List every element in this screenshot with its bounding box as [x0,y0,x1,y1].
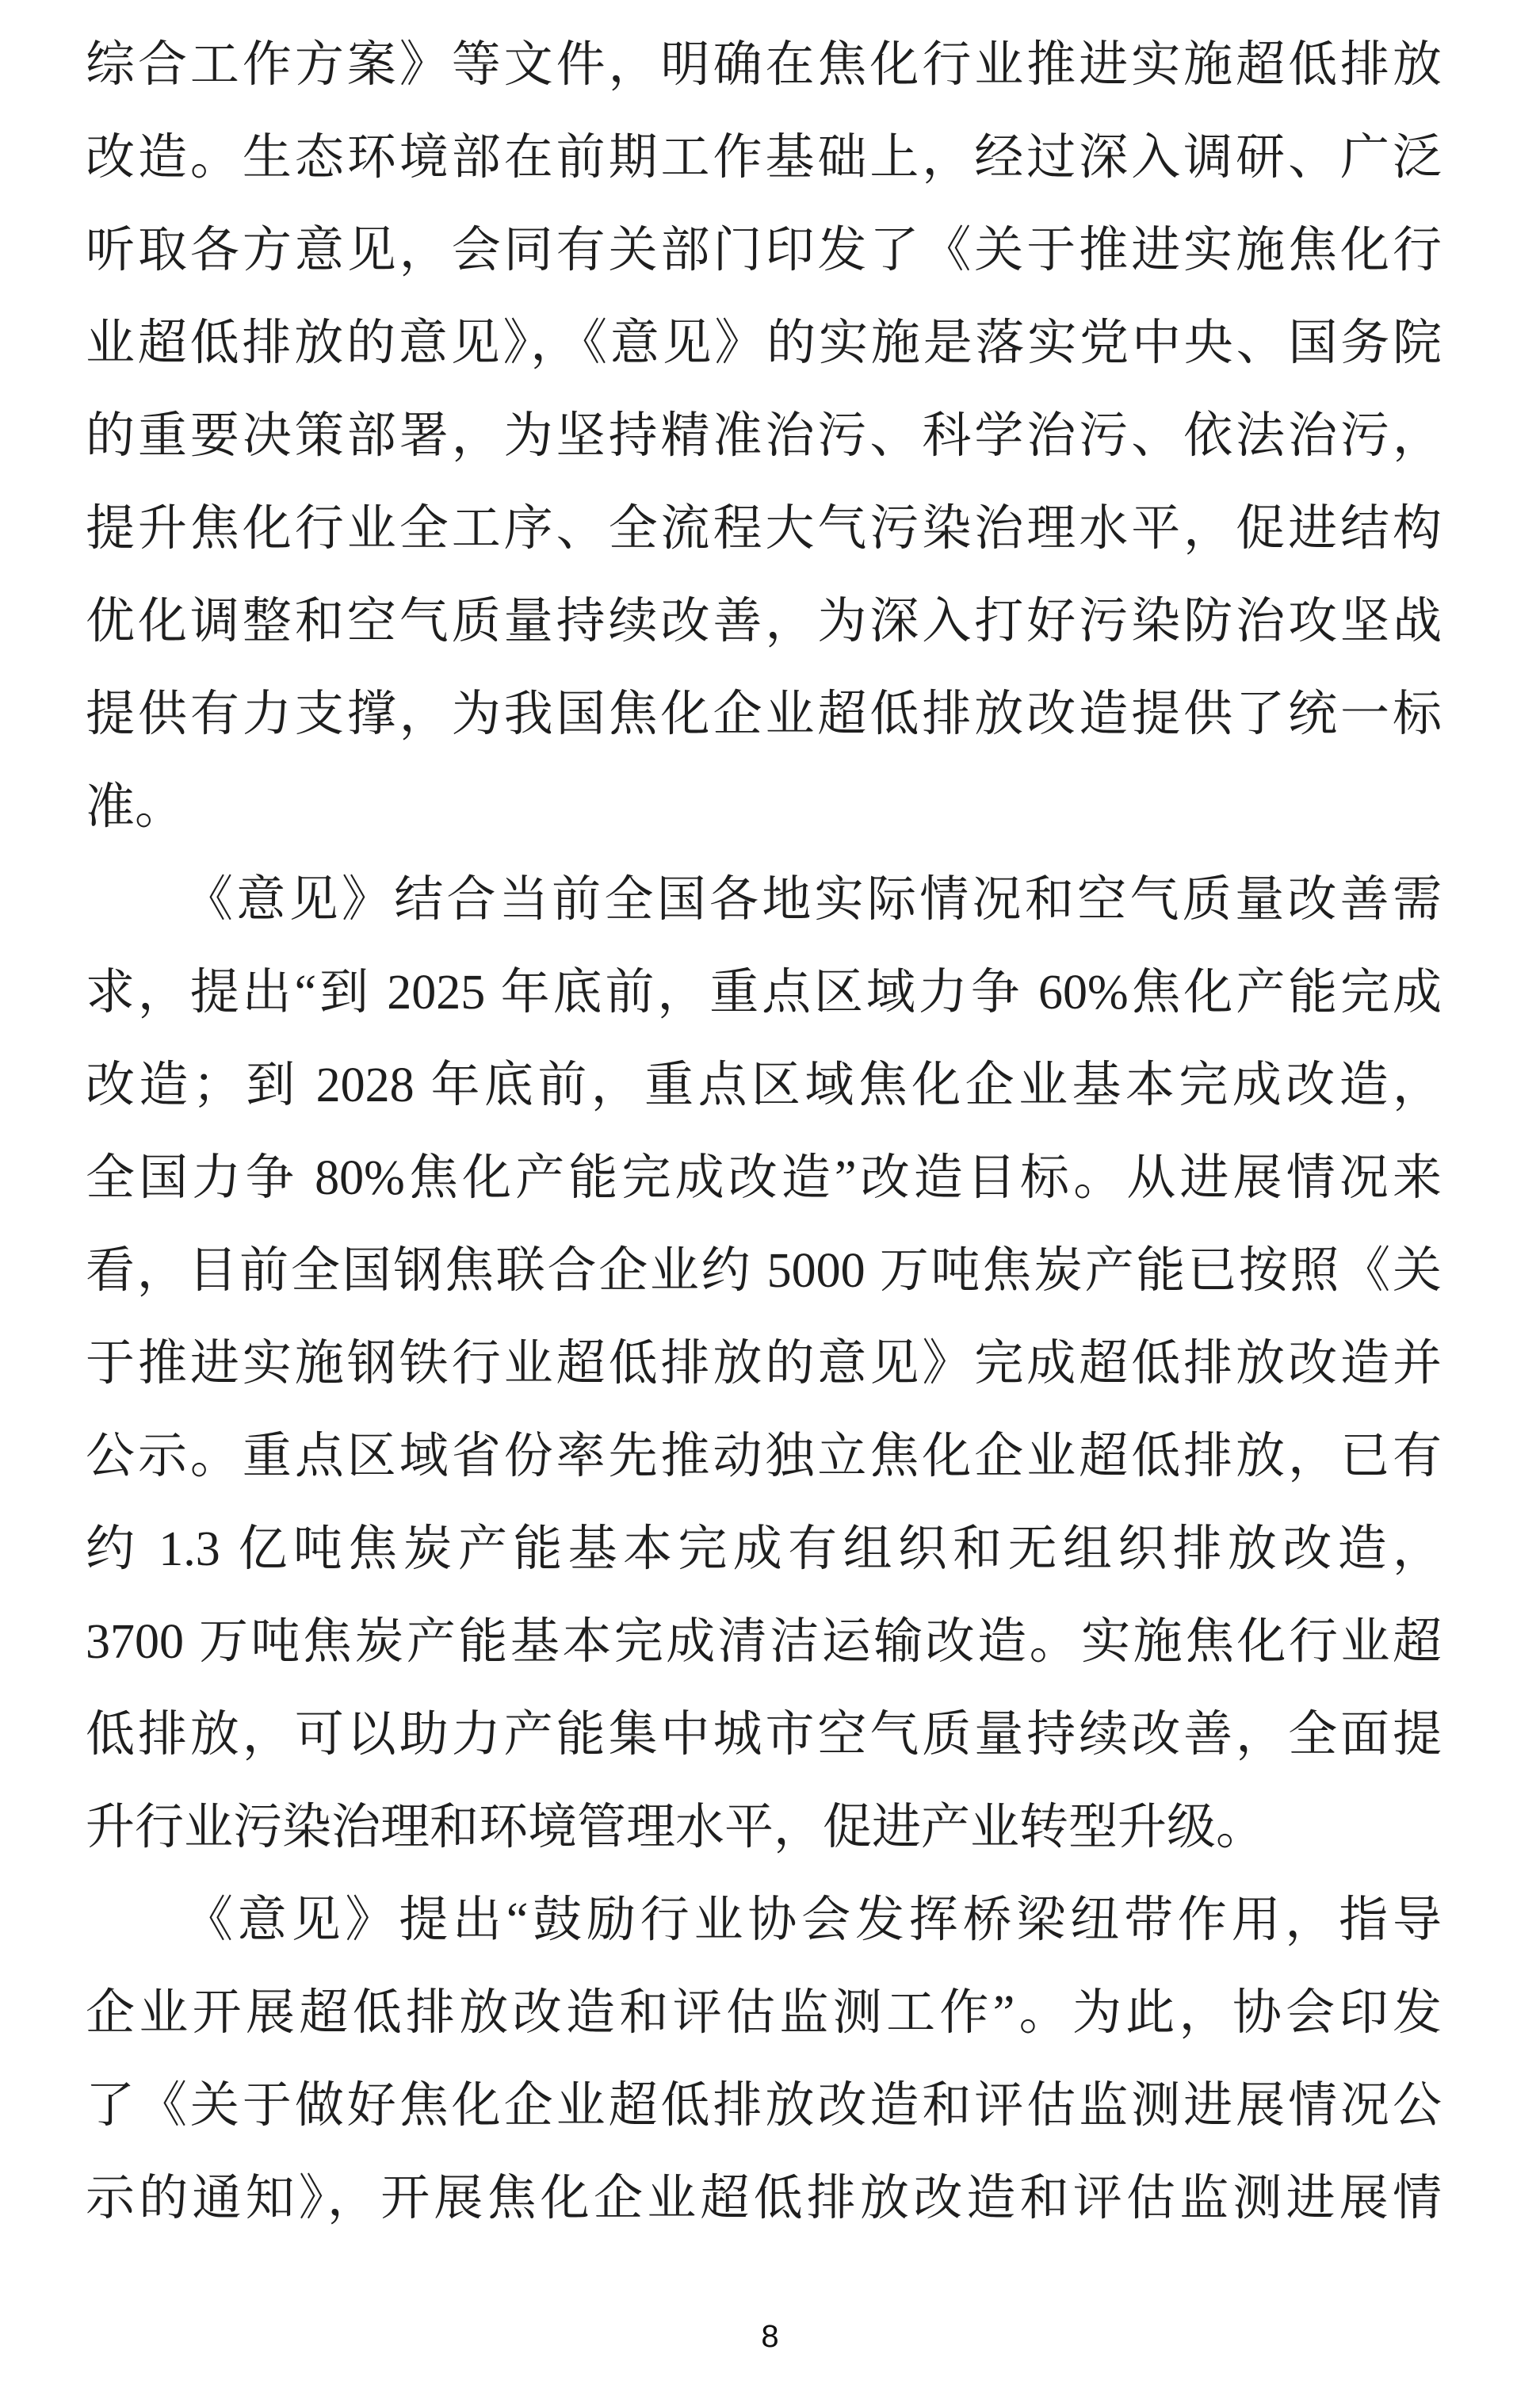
text-line: 提升焦化行业全工序、全流程大气污染治理水平，促进结构 [86,502,1442,556]
text-line: 准。 [86,780,185,834]
text-line: 公示。重点区域省份率先推动独立焦化企业超低排放，已有 [86,1429,1442,1483]
text-line: 企业开展超低排放改造和评估监测工作”。为此，协会印发 [86,1986,1442,2040]
text-line: 提供有力支撑，为我国焦化企业超低排放改造提供了统一标 [86,687,1442,741]
text-line: 《意见》结合当前全国各地实际情况和空气质量改善需 [184,873,1442,927]
page-number: 8 [761,2319,779,2354]
text-line: 改造；到 2028 年底前，重点区域焦化企业基本完成改造， [86,1058,1442,1112]
text-block [86,19,1442,2245]
text-line: 3700 万吨焦炭产能基本完成清洁运输改造。实施焦化行业超 [86,1615,1442,1669]
text-line: 《意见》提出“鼓励行业协会发挥桥梁纽带作用，指导 [184,1893,1442,1947]
text-line: 业超低排放的意见》，《意见》的实施是落实党中央、国务院 [86,316,1442,370]
text-line: 于推进实施钢铁行业超低排放的意见》完成超低排放改造并 [86,1337,1442,1391]
text-line: 示的通知》，开展焦化企业超低排放改造和评估监测进展情 [86,2172,1442,2226]
text-line: 的重要决策部署，为坚持精准治污、科学治污、依法治污， [86,409,1442,463]
text-line: 改造。生态环境部在前期工作基础上，经过深入调研、广泛 [86,131,1442,185]
text-line: 低排放，可以助力产能集中城市空气质量持续改善，全面提 [86,1708,1442,1762]
text-line: 综合工作方案》等文件，明确在焦化行业推进实施超低排放 [86,38,1442,92]
text-line: 听取各方意见，会同有关部门印发了《关于推进实施焦化行 [86,224,1442,277]
text-line: 约 1.3 亿吨焦炭产能基本完成有组织和无组织排放改造， [86,1522,1442,1576]
text-line: 了《关于做好焦化企业超低排放改造和评估监测进展情况公 [86,2079,1442,2133]
text-line: 优化调整和空气质量持续改善，为深入打好污染防治攻坚战 [86,595,1442,649]
text-line: 求，提出“到 2025 年底前，重点区域力争 60%焦化产能完成 [86,966,1442,1020]
text-line: 全国力争 80%焦化产能完成改造”改造目标。从进展情况来 [86,1151,1442,1205]
page-footer [0,2318,1540,2355]
text-line: 升行业污染治理和环境管理水平，促进产业转型升级。 [86,1801,1266,1854]
text-line: 看，目前全国钢焦联合企业约 5000 万吨焦炭产能已按照《关 [86,1244,1442,1298]
